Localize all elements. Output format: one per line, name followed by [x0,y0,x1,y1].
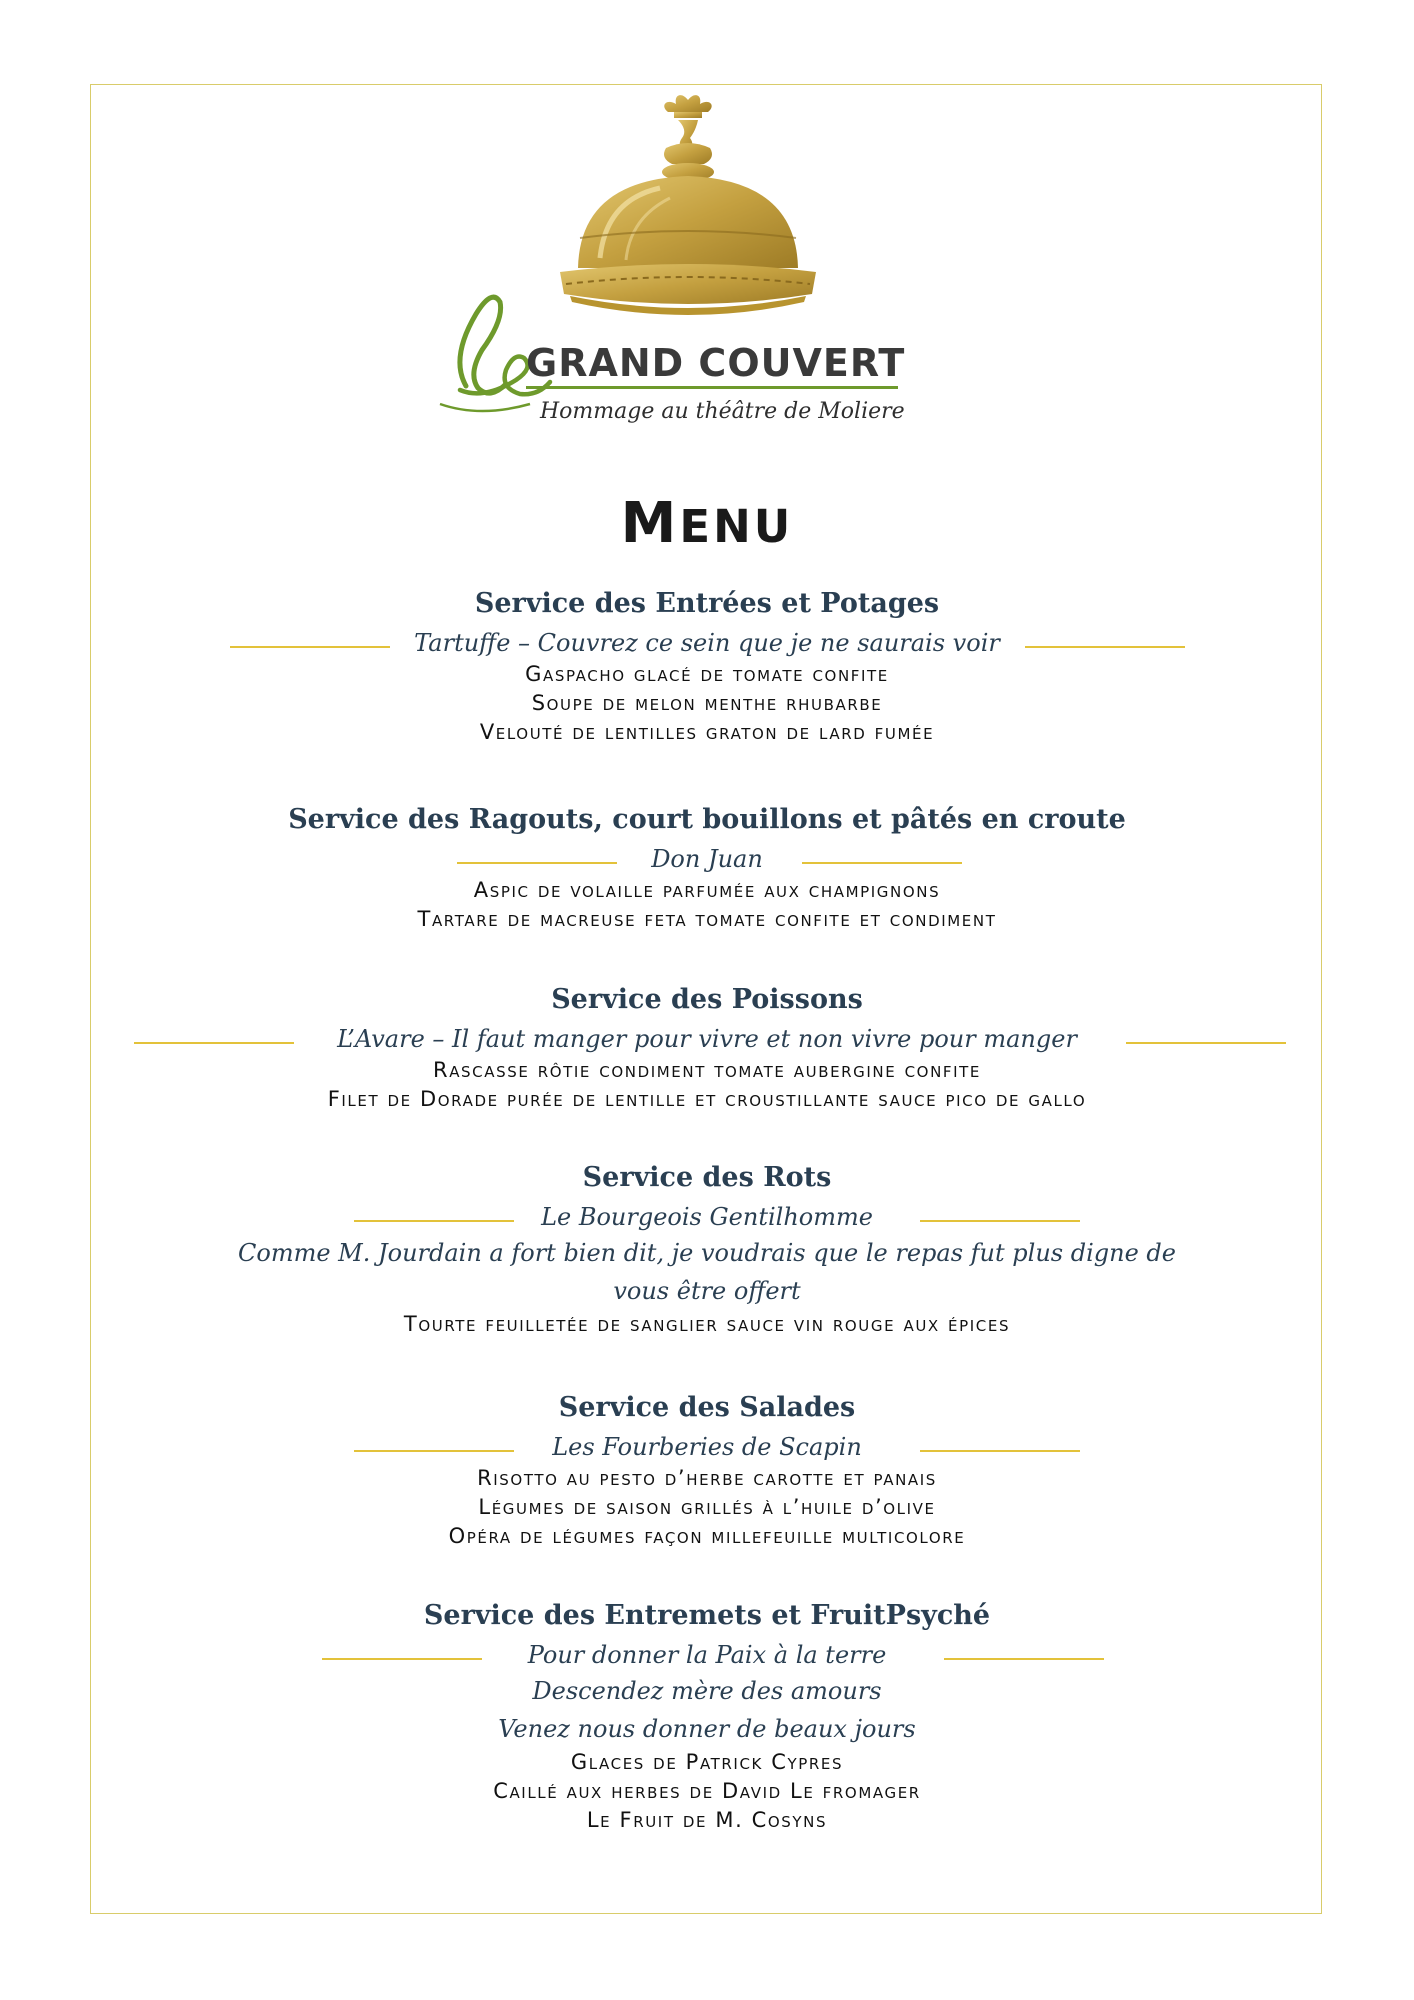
logo [420,88,920,428]
section-title: Service des Entremets et FruitPsyché [423,1600,991,1631]
quote: Pour donner la Paix à la terre [527,1641,887,1669]
section-entrees [0,584,1414,747]
quote: Descendez mère des amours [532,1677,882,1705]
dish: Risotto au pesto d’herbe carotte et panais [477,1466,937,1490]
divider [920,1220,1080,1222]
quote-row [0,624,1414,660]
quote-row [0,1636,1414,1672]
section-title: Service des Ragouts, court bouillons et pâtés en croute [288,804,1126,835]
section-title: Service des Entrées et Potages [474,588,940,619]
quote: Les Fourberies de Scapin [552,1433,862,1461]
quote: Tartuffe – Couvrez ce sein que je ne saurais voir [414,629,1000,657]
dish: Le Fruit de M. Cosyns [586,1808,828,1832]
divider [802,862,962,864]
dish: Velouté de lentilles graton de lard fumée [479,720,935,744]
dish: Légumes de saison grillés à l’huile d’olive [478,1495,936,1519]
dish: Opéra de légumes façon millefeuille multicolore [448,1524,966,1548]
dish: Gaspacho glacé de tomate confite [525,662,889,686]
cloche-icon [420,88,920,428]
section-title: Service des Rots [582,1162,832,1193]
quote: vous être offert [613,1277,801,1305]
dish: Aspic de volaille parfumée aux champignons [473,878,941,902]
divider [944,1658,1104,1660]
quote-row [0,1428,1414,1464]
section-rots [0,1158,1414,1339]
dish: Caillé aux herbes de David Le fromager [493,1779,921,1803]
quote-row [0,1020,1414,1056]
dish: Tartare de macreuse feta tomate confite et condiment [417,907,997,931]
dish: Tourte feuilletée de sanglier sauce vin rouge aux épices [403,1312,1011,1336]
section-title: Service des Salades [558,1392,856,1423]
divider [1025,646,1185,648]
menu-title: MENU [620,491,794,556]
quote-row [0,840,1414,876]
divider [920,1450,1080,1452]
quote: Venez nous donner de beaux jours [498,1715,916,1743]
section-poissons [0,980,1414,1114]
section-title: Service des Poissons [551,984,863,1015]
dish: Rascasse rôtie condiment tomate aubergine confite [433,1058,981,1082]
section-entremets [0,1596,1414,1835]
brand-tagline: Hommage au théâtre de Moliere [540,399,905,424]
quote: Le Bourgeois Gentilhomme [541,1203,873,1231]
quote: Comme M. Jourdain a fort bien dit, je voudrais que le repas fut plus digne de [238,1239,1176,1267]
section-salades [0,1388,1414,1551]
brand-name: GRAND COUVERT [526,341,906,385]
dish: Glaces de Patrick Cypres [570,1750,844,1774]
quote: Don Juan [651,845,763,873]
dish: Soupe de melon menthe rhubarbe [531,691,883,715]
dish: Filet de Dorade purée de lentille et croustillante sauce pico de gallo [327,1087,1087,1111]
quote: L’Avare – Il faut manger pour vivre et non vivre pour manger [337,1025,1077,1053]
divider [1126,1042,1286,1044]
quote-row [0,1198,1414,1234]
section-ragouts [0,800,1414,934]
